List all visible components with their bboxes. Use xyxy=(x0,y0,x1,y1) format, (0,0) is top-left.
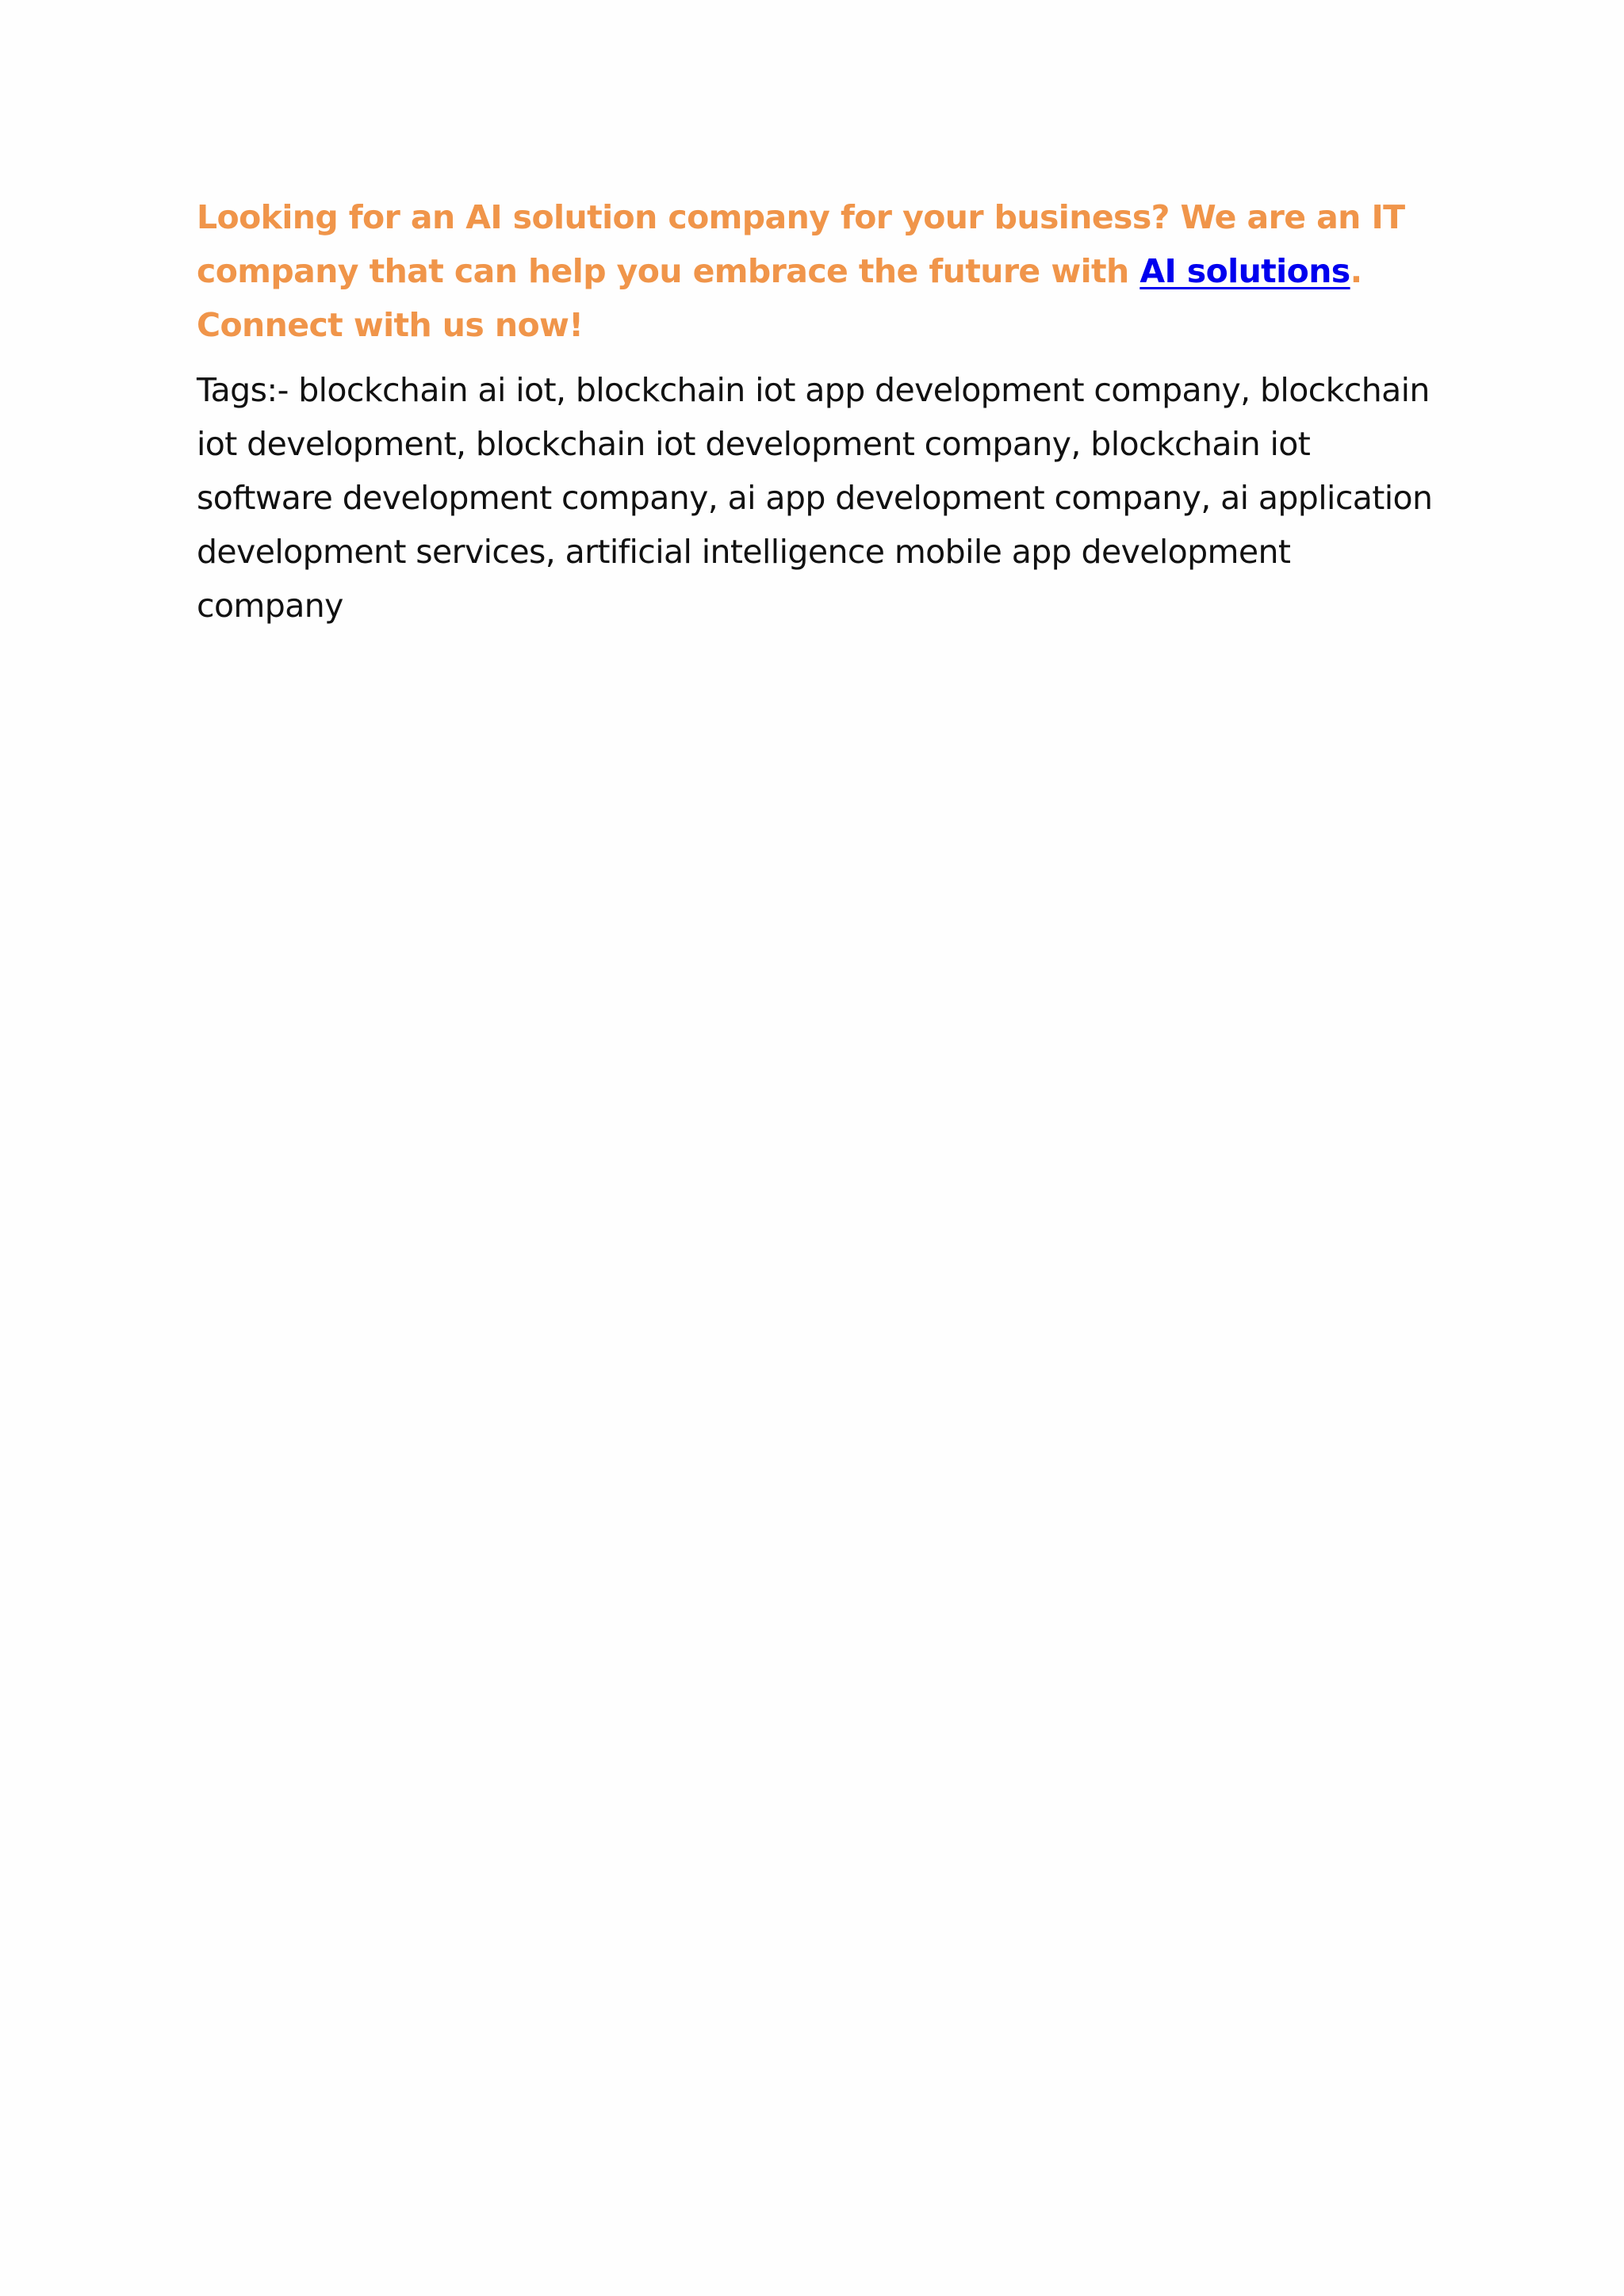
tags-paragraph: Tags:- blockchain ai iot, blockchain iot app development company, blockchain iot development, blockchain iot development company, blockchain iot software development company, ai app development company, ai application development services, artificial intelligence mobile app development company xyxy=(197,371,1433,625)
document-content xyxy=(197,190,1434,633)
cta-text-after-link: . Connect with us now! xyxy=(197,252,1362,344)
cta-text-before-link: Looking for an AI solution company for your business? We are an IT company that can help you embrace the future with xyxy=(197,198,1405,290)
call-to-action-paragraph xyxy=(197,190,1434,352)
ai-solutions-link[interactable]: AI solutions xyxy=(1139,252,1350,290)
